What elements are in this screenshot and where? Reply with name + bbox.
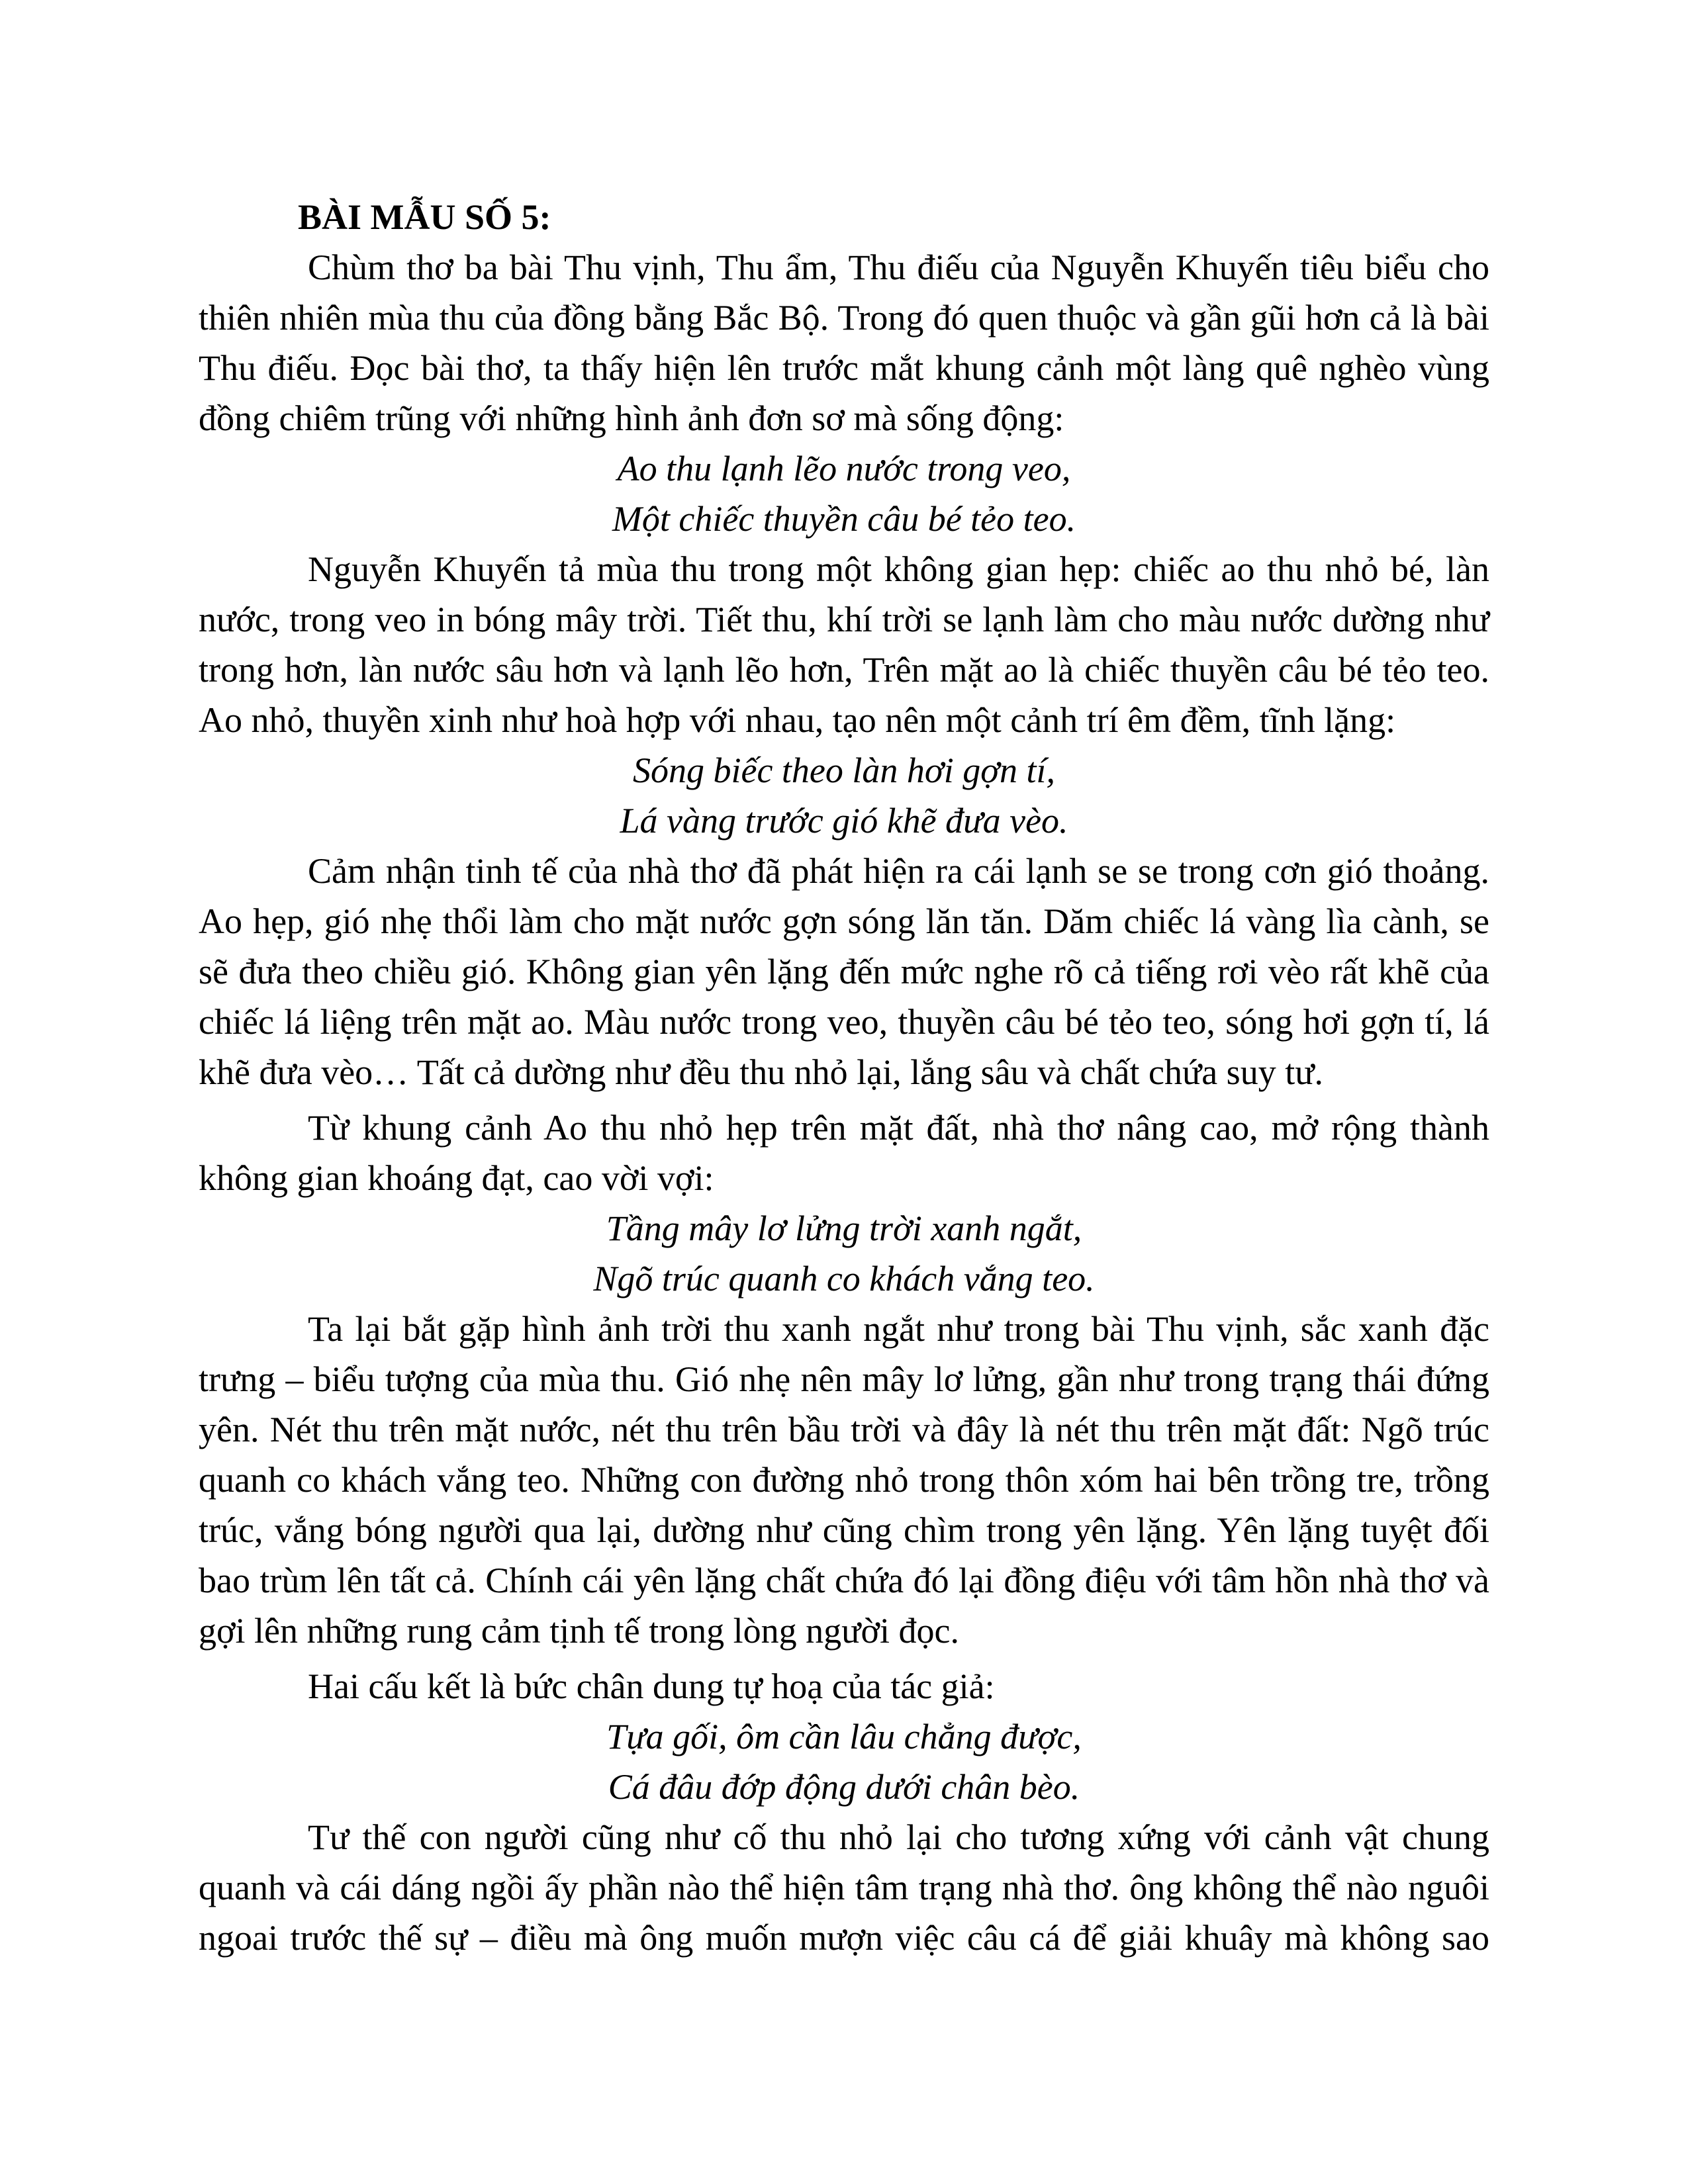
- paragraph-3: Cảm nhận tinh tế của nhà thơ đã phát hiện ra cái lạnh se se trong cơn gió thoảng. Ao hẹp, gió nhẹ thổi làm cho mặt nước gợn sóng lăn tăn. Dăm chiếc lá vàng lìa cành, se sẽ đưa theo chiều gió. Không gian yên lặng đến mức nghe rõ cả tiếng rơi vèo rất khẽ của chiếc lá liệng trên mặt ao. Màu nước trong veo, thuyền câu bé tẻo teo, sóng hơi gợn tí, lá khẽ đưa vèo… Tất cả dường như đều thu nhỏ lại, lắng sâu và chất chứa suy tư.: [199, 851, 1489, 1092]
- paragraph-7: Tư thế con người cũng như cố thu nhỏ lại cho tương xứng với cảnh vật chung quanh và cái dáng ngồi ấy phần nào thể hiện tâm trạng nhà thơ. ông không thể nào nguôi ngoai trước thế sự – điều mà ông muốn mượn việc câu cá để giải khuây mà không sao: [199, 1817, 1489, 1958]
- verse-line: Tầng mây lơ lửng trời xanh ngắt,: [606, 1208, 1082, 1248]
- spacer: [199, 1656, 1489, 1661]
- paragraph-4: Từ khung cảnh Ao thu nhỏ hẹp trên mặt đất, nhà thơ nâng cao, mở rộng thành không gian khoáng đạt, cao vời vợi:: [199, 1108, 1489, 1198]
- verse-line: Ngõ trúc quanh co khách vắng teo.: [593, 1259, 1095, 1298]
- spacer: [199, 1097, 1489, 1103]
- verse-stanza-2: [199, 745, 1489, 846]
- verse-stanza-4: [199, 1711, 1489, 1812]
- document-page: [199, 192, 1489, 1963]
- paragraph-intro: Chùm thơ ba bài Thu vịnh, Thu ẩm, Thu điếu của Nguyễn Khuyến tiêu biểu cho thiên nhiên mùa thu của đồng bằng Bắc Bộ. Trong đó quen thuộc và gần gũi hơn cả là bài Thu điếu. Đọc bài thơ, ta thấy hiện lên trước mắt khung cảnh một làng quê nghèo vùng đồng chiêm trũng với những hình ảnh đơn sơ mà sống động:: [199, 248, 1489, 438]
- verse-line: Lá vàng trước gió khẽ đưa vèo.: [620, 801, 1068, 841]
- document-heading: BÀI MẪU SỐ 5:: [298, 197, 551, 237]
- paragraph-6: Hai cấu kết là bức chân dung tự hoạ của tác giả:: [308, 1666, 995, 1706]
- verse-line: Sóng biếc theo làn hơi gợn tí,: [632, 751, 1056, 790]
- verse-stanza-3: [199, 1203, 1489, 1304]
- verse-line: Ao thu lạnh lẽo nước trong veo,: [617, 449, 1071, 488]
- paragraph-5: Ta lại bắt gặp hình ảnh trời thu xanh ngắt như trong bài Thu vịnh, sắc xanh đặc trưng – biểu tượng của mùa thu. Gió nhẹ nên mây lơ lửng, gần như trong trạng thái đứng yên. Nét thu trên mặt nước, nét thu trên bầu trời và đây là nét thu trên mặt đất: Ngõ trúc quanh co khách vắng teo. Những con đường nhỏ trong thôn xóm hai bên trồng tre, trồng trúc, vắng bóng người qua lại, dường như cũng chìm trong yên lặng. Yên lặng tuyệt đối bao trùm lên tất cả. Chính cái yên lặng chất chứa đó lại đồng điệu với tâm hồn nhà thơ và gợi lên những rung cảm tịnh tế trong lòng người đọc.: [199, 1309, 1489, 1651]
- verse-line: Tựa gối, ôm cần lâu chẳng được,: [606, 1717, 1082, 1756]
- paragraph-2: Nguyễn Khuyến tả mùa thu trong một không gian hẹp: chiếc ao thu nhỏ bé, làn nước, trong veo in bóng mây trời. Tiết thu, khí trời se lạnh làm cho màu nước dường như trong hơn, làn nước sâu hơn và lạnh lẽo hơn, Trên mặt ao là chiếc thuyền câu bé tẻo teo. Ao nhỏ, thuyền xinh như hoà hợp với nhau, tạo nên một cảnh trí êm đềm, tĩnh lặng:: [199, 549, 1489, 740]
- verse-line: Cá đâu đớp động dưới chân bèo.: [608, 1767, 1080, 1807]
- verse-line: Một chiếc thuyền câu bé tẻo teo.: [612, 499, 1076, 539]
- verse-stanza-1: [199, 443, 1489, 544]
